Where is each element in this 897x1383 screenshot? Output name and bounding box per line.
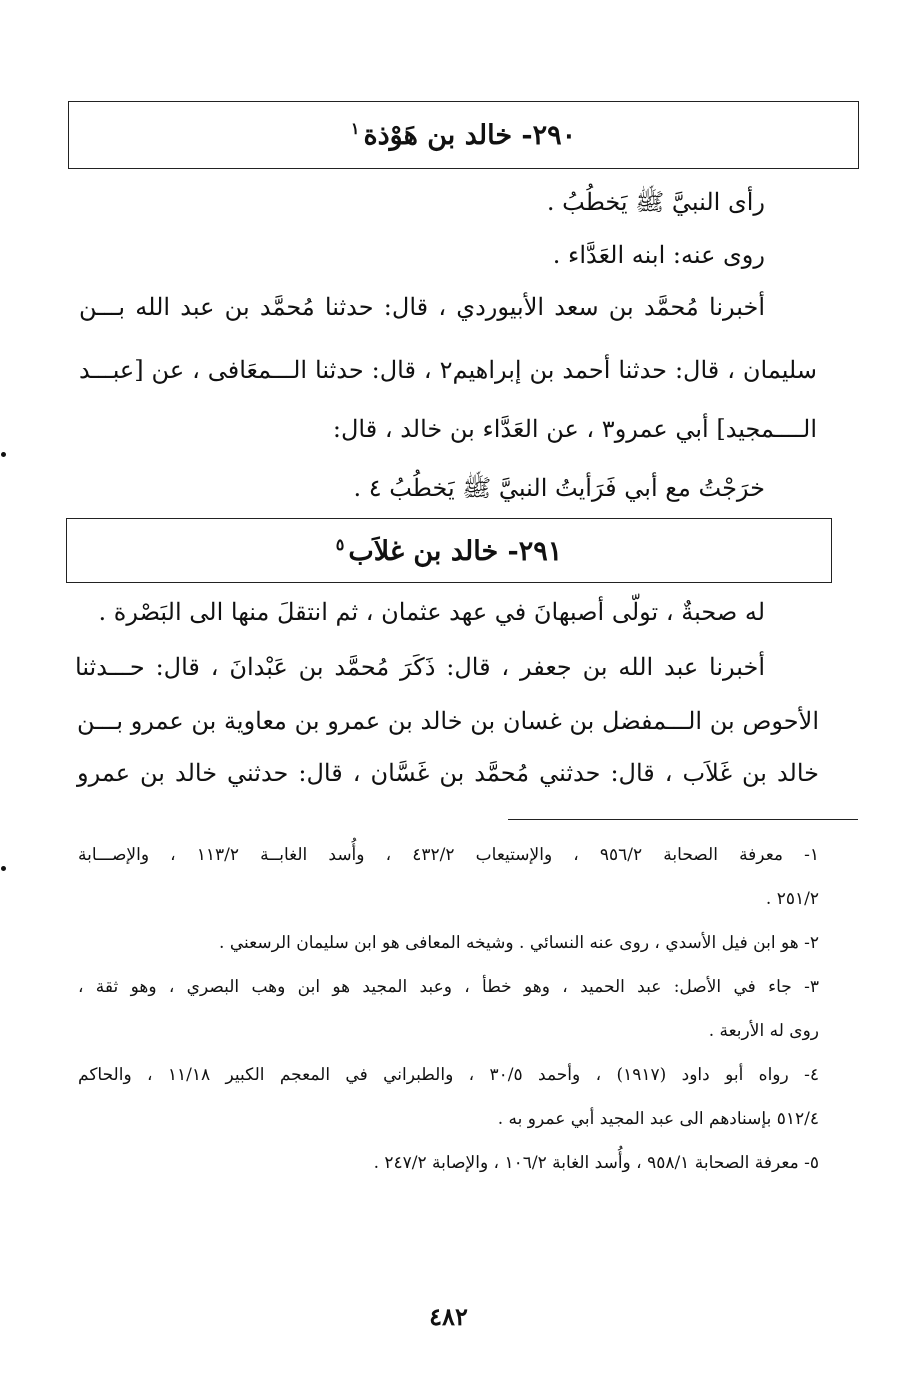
page-number: ٤٨٢: [429, 1302, 468, 1331]
footnote-line: ١- معرفة الصحابة ٩٥٦/٢ ، والإستيعاب ٤٣٢/٢ ، وأُسد الغابــة ١١٣/٢ ، والإصـــابة: [78, 845, 820, 865]
entry-heading: [336, 535, 563, 567]
entry-heading: [351, 119, 576, 151]
footnote-line: ٥١٢/٤ بإسنادهم الى عبد المجيد أبي عمرو به .: [497, 1109, 819, 1129]
body-line: الــــمجيد] أبي عمرو٣ ، عن العَدَّاء بن خالد ، قال:: [332, 415, 817, 443]
footnote-line: ٤- رواه أبو داود (١٩١٧) ، وأحمد ٣٠/٥ ، والطبراني في المعجم الكبير ١١/١٨ ، والحاكم: [78, 1065, 819, 1085]
body-line: له صحبةٌ ، تولّى أصبهانَ في عهد عثمان ، ثم انتقلَ منها الى البَصْرة .: [98, 598, 765, 626]
footnote-line: ٢- هو ابن فيل الأسدي ، روى عنه النسائي . وشيخه المعافى هو ابن سليمان الرسعني .: [219, 933, 819, 953]
footnote-line: روى له الأربعة .: [708, 1021, 819, 1041]
body-line: خالد بن غَلاَب ، قال: حدثني مُحمَّد بن غَسَّان ، قال: حدثني خالد بن عمرو: [77, 759, 819, 787]
body-line: رأى النبيَّ ﷺ يَخطُبُ .: [546, 188, 765, 216]
footnote-line: ٣- جاء في الأصل: عبد الحميد ، وهو خطأ ، وعبد المجيد هو ابن وهب البصري ، وهو ثقة ،: [78, 977, 819, 997]
body-line: سليمان ، قال: حدثنا أحمد بن إبراهيم٢ ، قال: حدثنا الـــمعَافى ، عن [عبـــد: [79, 356, 817, 384]
entry-heading-box: [68, 101, 859, 169]
body-line: أخبرنا عبد الله بن جعفر ، قال: ذَكَرَ مُحمَّد بن عَبْدانَ ، قال: حـــدثنا: [75, 653, 765, 681]
scan-mark: [1, 866, 6, 871]
entry-heading-text: ٢٩١- خالد بن غلاَب: [348, 535, 563, 567]
body-line: روى عنه: ابنه العَدَّاء .: [552, 241, 765, 269]
scan-mark: [1, 452, 6, 457]
entry-heading-box: [66, 518, 832, 583]
footnote-ref: ٥: [335, 534, 345, 554]
body-line: أخبرنا مُحمَّد بن سعد الأبيوردي ، قال: حدثنا مُحمَّد بن عبد الله بـــن: [79, 293, 765, 321]
footnote-ref: ١: [350, 119, 360, 138]
footnote-line: ٥- معرفة الصحابة ٩٥٨/١ ، وأُسد الغابة ١٠٦/٢ ، والإصابة ٢٤٧/٢ .: [373, 1153, 819, 1173]
footnote-separator: [508, 819, 858, 820]
entry-heading-text: ٢٩٠- خالد بن هَوْذة: [363, 120, 577, 151]
body-line: الأحوص بن الـــمفضل بن غسان بن خالد بن عمرو بن معاوية بن عمرو بـــن: [77, 707, 819, 735]
footnote-line: ٢٥١/٢ .: [765, 889, 819, 909]
body-line: خرَجْتُ مع أبي فَرَأيتُ النبيَّ ﷺ يَخطُبُ ٤ .: [353, 474, 765, 502]
